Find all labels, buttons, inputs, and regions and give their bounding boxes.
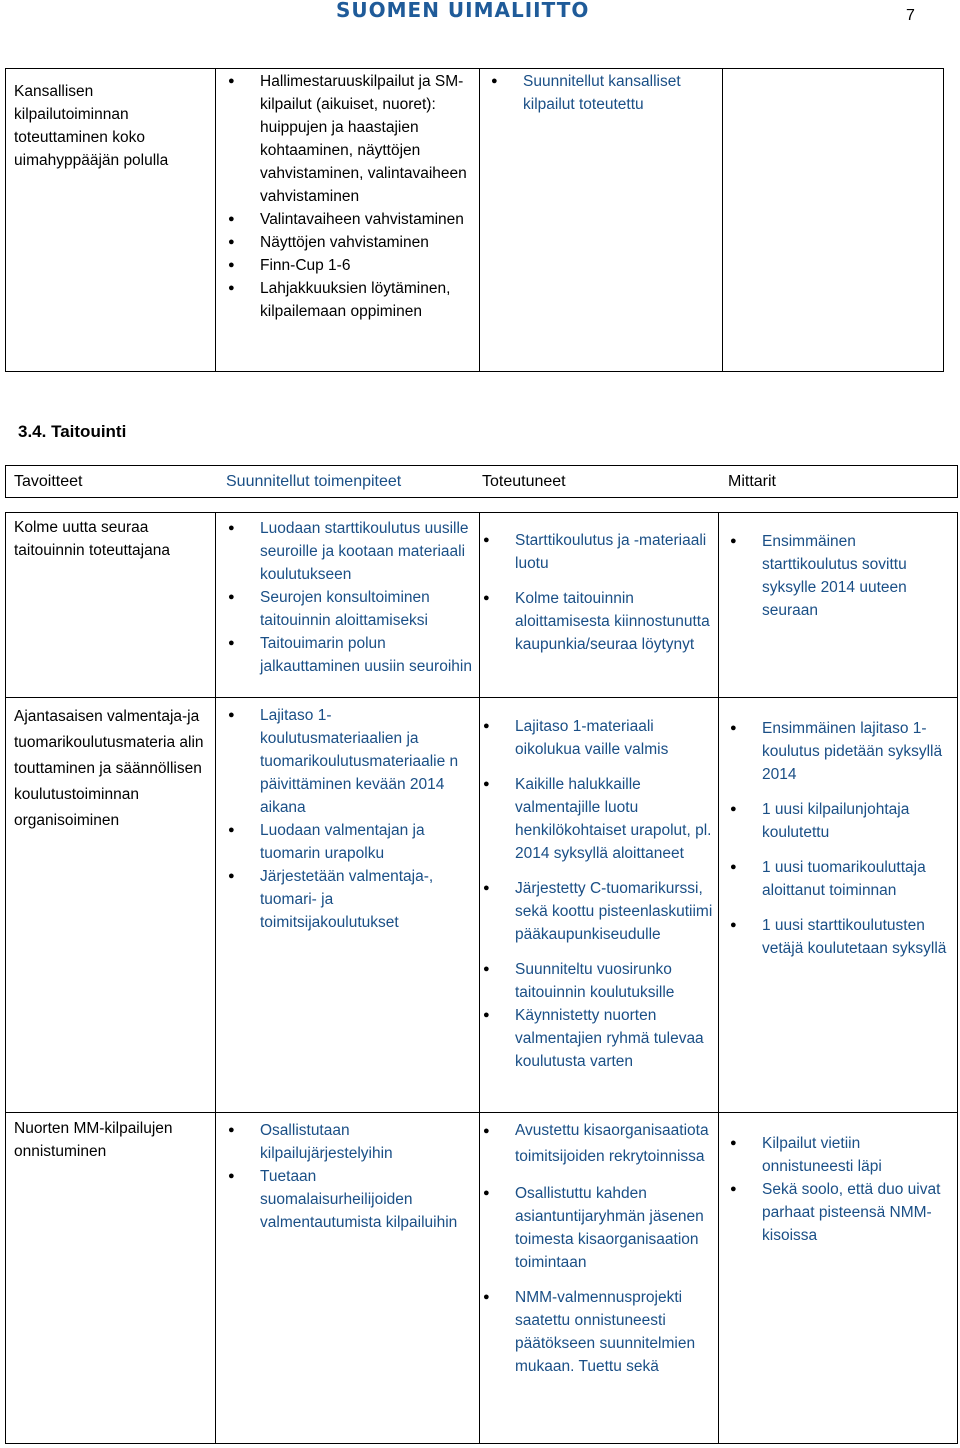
top-goal-cell (14, 80, 209, 172)
row1-goal (14, 516, 209, 562)
list-item: ● Osallistutaan kilpailujärjestelyihin (228, 1119, 473, 1165)
list-item: ● Taitouimarin polun jalkauttaminen uusiin seuroihin (228, 632, 473, 678)
list-item: ● Ensimmäinen lajitaso 1-koulutus pidetään syksyllä 2014 (730, 717, 952, 786)
goal-text: Ajantasaisen valmentaja-ja tuomarikoulutusmateria alin touttaminen ja säännöllisen koulutustoiminnan organisoiminen (14, 708, 204, 829)
column-header-goals: Tavoitteet (14, 473, 83, 490)
row3-measures (730, 1132, 952, 1247)
list-item: ● 1 uusi kilpailunjohtaja koulutettu (730, 798, 952, 844)
section-heading (18, 420, 126, 443)
column-divider (479, 512, 480, 1444)
row1-measures (730, 530, 952, 622)
list-item: ● Lajitaso 1-materiaali oikolukua vaille valmis (483, 715, 718, 761)
list-item: ● 1 uusi starttikoulutusten vetäjä koulutetaan syksyllä (730, 914, 952, 960)
row3-actions (228, 1119, 473, 1234)
list-item: ● Tuetaan suomalaisurheilijoiden valmentautumista kilpailuihin (228, 1165, 473, 1234)
column-header-actions: Suunnitellut toimenpiteet (226, 473, 402, 490)
list-item: ● Avustettu kisaorganisaatiota toimitsijoiden rekrytoinnissa (483, 1118, 718, 1170)
list-item: ● Näyttöjen vahvistaminen (228, 231, 473, 254)
list-item: ● Kolme taitouinnin aloittamisesta kiinnostunutta kaupunkia/seuraa löytynyt (483, 587, 718, 656)
list-item: ● Finn-Cup 1-6 (228, 254, 473, 277)
list-item: ● Seurojen konsultoiminen taitouinnin aloittamiseksi (228, 586, 473, 632)
column-header-realized: Toteutuneet (482, 473, 566, 490)
main-table (5, 512, 958, 1444)
page-number: 7 (906, 7, 915, 24)
list-item: ● NMM-valmennusprojekti saatettu onnistuneesti päätökseen suunnitelmien mukaan. Tuettu sekä (483, 1286, 718, 1378)
row-divider (5, 697, 958, 698)
row2-measures (730, 717, 952, 960)
list-item: ● Kaikille halukkaille valmentajille luotu henkilökohtaiset urapolut, pl. 2014 syksyllä aloittaneet (483, 773, 718, 865)
list-item: ● 1 uusi tuomarikouluttaja aloittanut toiminnan (730, 856, 952, 902)
list-item: ● Osallistuttu kahden asiantuntijaryhmän jäsenen toimesta kisaorganisaation toimintaan (483, 1182, 718, 1274)
section-title: Taitouinti (51, 422, 127, 441)
top-realized-cell (491, 70, 716, 116)
list-item: ● Suunniteltu vuosirunko taitouinnin koulutuksille (483, 958, 718, 1004)
list-item: ● Sekä soolo, että duo uivat parhaat pisteensä NMM-kisoissa (730, 1178, 952, 1247)
row3-goal (14, 1117, 209, 1163)
list-item: ● Ensimmäinen starttikoulutus sovittu syksylle 2014 uuteen seuraan (730, 530, 952, 622)
list-item: ● Lahjakkuuksien löytäminen, kilpailemaan oppiminen (228, 277, 473, 323)
list-item: ● Käynnistetty nuorten valmentajien ryhmä tulevaa koulutusta varten (483, 1004, 718, 1073)
list-item: ● Luodaan valmentajan ja tuomarin urapolku (228, 819, 473, 865)
list-item: ● Valintavaiheen vahvistaminen (228, 208, 473, 231)
row3-realized (483, 1118, 718, 1378)
list-item: ● Suunnitellut kansalliset kilpailut toteutettu (491, 70, 716, 116)
column-divider (718, 512, 719, 1444)
list-item: ● Lajitaso 1-koulutusmateriaalien ja tuomarikoulutusmateriaalie n päivittäminen kevään 2014 aikana (228, 704, 473, 819)
column-divider (215, 512, 216, 1444)
list-item: ● Kilpailut vietiin onnistuneesti läpi (730, 1132, 952, 1178)
column-header-measures: Mittarit (728, 473, 776, 490)
goal-text: Kansallisen kilpailutoiminnan toteuttaminen koko uimahyppääjän polulla (14, 83, 169, 169)
top-table-divider (722, 68, 723, 372)
row1-realized (483, 529, 718, 656)
list-item: ● Järjestetään valmentaja-, tuomari- ja toimitsijakoulutukset (228, 865, 473, 934)
list-item: ● Järjestetty C-tuomarikurssi, sekä koottu pisteenlaskutiimi pääkaupunkiseudulle (483, 877, 718, 946)
goal-text: Nuorten MM-kilpailujen onnistuminen (14, 1120, 173, 1160)
section-number: 3.4. (18, 422, 47, 441)
list-item: ● Hallimestaruuskilpailut ja SM-kilpailut (aikuiset, nuoret): huippujen ja haastajien kohtaaminen, näyttöjen vahvistaminen, valintavaiheen vahvistaminen (228, 70, 473, 208)
list-item: ● Luodaan starttikoulutus uusille seuroille ja kootaan materiaali koulutukseen (228, 517, 473, 586)
row2-realized (483, 715, 718, 1073)
row-divider (5, 1112, 958, 1113)
top-actions-cell (228, 70, 473, 323)
goal-text: Kolme uutta seuraa taitouinnin toteuttajana (14, 519, 170, 559)
organization-logo: SUOMEN UIMALIITTO (336, 0, 590, 22)
list-item: ● Starttikoulutus ja -materiaali luotu (483, 529, 718, 575)
top-table-divider (215, 68, 216, 372)
row2-goal (14, 704, 209, 834)
row1-actions (228, 517, 473, 678)
row2-actions (228, 704, 473, 934)
top-table-divider (479, 68, 480, 372)
